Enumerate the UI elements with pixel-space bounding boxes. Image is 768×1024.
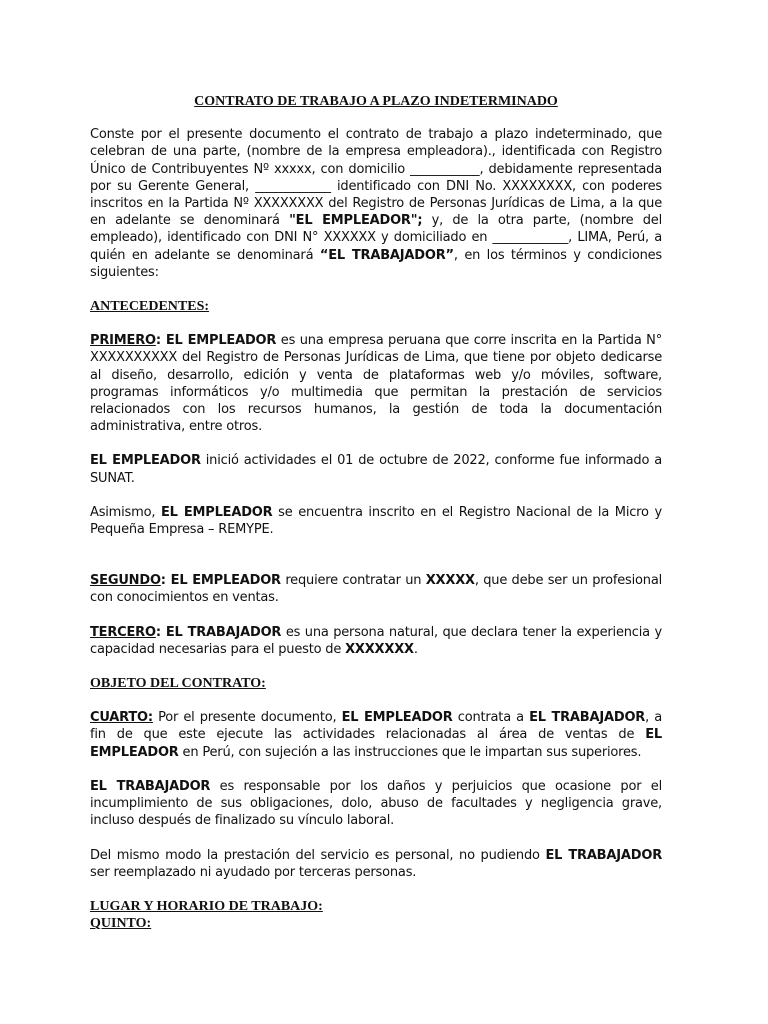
section-heading-antecedentes (90, 298, 662, 315)
objeto-paragraph-2 (90, 778, 662, 830)
clause-primero (90, 332, 662, 435)
segundo-text-2: , que debe ser un profesional con conocimientos en ventas. (90, 573, 662, 606)
primero-colon: : (155, 333, 161, 349)
cuarto-text-3: , a fin de que este ejecute las actividades relacionadas al área de ventas de (90, 710, 663, 743)
contract-document (90, 93, 662, 932)
lugar-heading: LUGAR Y HORARIO DE TRABAJO: (90, 898, 323, 914)
antecedentes-paragraph-2 (90, 452, 662, 486)
clause-segundo (90, 572, 662, 606)
intro-paragraph (90, 126, 662, 281)
cuarto-text-4: en Perú, con sujeción a las instrucciones que le impartan sus superiores. (178, 744, 642, 760)
intro-bold-empleador: "EL EMPLEADOR"; (289, 213, 423, 229)
cuarto-bold-2: EL TRABAJADOR (529, 710, 646, 726)
tercero-bold-1: EL TRABAJADOR (160, 624, 282, 640)
cuarto-text-1: Por el presente documento, (152, 710, 342, 726)
clause-tercero (90, 624, 662, 658)
ant-p3-text-2: se encuentra inscrito en el Registro Nacional de la Micro y Pequeña Empresa – REMYPE. (90, 504, 662, 538)
primero-text-1: es una empresa peruana que corre inscrita en la Partida N° XXXXXXXXXX del Registro de Personas Jurídicas de Lima, que tiene por objeto dedicarse al diseño, desarrollo, edición y venta de plataformas web y/o móviles, software, programas informáticos y/o multimedia que permitan la prestación de servicios relacionados con los recursos humanos, la gestión de toda la documentación administrativa, entre otros. (90, 333, 662, 435)
section-heading-objeto (90, 675, 662, 692)
page-title: CONTRATO DE TRABAJO A PLAZO INDETERMINADO (194, 94, 558, 109)
antecedentes-heading: ANTECEDENTES: (90, 299, 210, 315)
intro-text-1: Conste por el presente documento el contrato de trabajo a plazo indeterminado, que celebran de una parte, (nombre de la empresa empleadora)., identificada con Registro Único de Contribuyentes Nº xxxxx, con domicilio ___________, debidamente representada por su Gerente General, ____________ identificado con DNI No. XXXXXXXX, con poderes inscritos en la Partida Nº XXXXXXXX del Registro de Personas Jurídicas de Lima, a la que en adelante se denominará (90, 127, 662, 229)
obj-p2-text: es responsable por los daños y perjuicios que ocasione por el incumplimiento de sus obligaciones, dolo, abuso de facultades y negligencia grave, incluso después de finalizado su vínculo laboral. (90, 778, 662, 829)
ant-p3-bold: EL EMPLEADOR (160, 504, 273, 520)
clause-cuarto (90, 709, 662, 761)
ant-p2-bold: EL EMPLEADOR (90, 453, 201, 469)
primero-label: PRIMERO (90, 333, 156, 349)
obj-p3-bold: EL TRABAJADOR (545, 847, 662, 863)
antecedentes-paragraph-3 (90, 504, 662, 538)
objeto-heading: OBJETO DEL CONTRATO: (90, 676, 266, 692)
intro-text-2: y, de la otra parte, (nombre del empleado), identificado con DNI N° XXXXXX y domiciliado en ____________, LIMA, Perú, a quién en adelante se denominará (90, 213, 663, 263)
obj-p3-text-2: ser reemplazado ni ayudado por terceras personas. (90, 864, 417, 880)
obj-p3-text-1: Del mismo modo la prestación del servicio es personal, no pudiendo (90, 847, 546, 863)
intro-text-3: , en los términos y condiciones siguientes: (90, 247, 662, 280)
objeto-paragraph-3 (90, 847, 662, 881)
primero-bold-1: EL EMPLEADOR (160, 333, 277, 349)
segundo-bold-1: EL EMPLEADOR (165, 573, 281, 589)
segundo-colon: : (160, 573, 166, 589)
intro-bold-trabajador: “EL TRABAJADOR” (319, 247, 454, 263)
segundo-label: SEGUNDO (90, 573, 161, 589)
cuarto-label: CUARTO: (90, 710, 153, 726)
tercero-bold-2: XXXXXXX (345, 641, 414, 657)
tercero-text-1: es una persona natural, que declara tener la experiencia y capacidad necesarias para el puesto de (90, 624, 662, 657)
segundo-text-1: requiere contratar un (280, 573, 426, 589)
tercero-colon: : (155, 624, 161, 640)
clause-quinto (90, 915, 662, 932)
ant-p2-text: inició actividades el 01 de octubre de 2022, conforme fue informado a SUNAT. (90, 453, 662, 486)
tercero-label: TERCERO (90, 624, 156, 640)
tercero-text-2: . (413, 641, 418, 657)
quinto-label: QUINTO: (90, 916, 152, 932)
cuarto-bold-3: EL EMPLEADOR (90, 727, 662, 760)
segundo-bold-2: XXXXX (425, 573, 475, 589)
cuarto-text-2: contrata a (452, 710, 530, 726)
ant-p3-text-1: Asimismo, (90, 504, 161, 520)
obj-p2-bold: EL TRABAJADOR (90, 778, 211, 794)
cuarto-bold-1: EL EMPLEADOR (341, 710, 453, 726)
section-heading-lugar (90, 898, 662, 915)
